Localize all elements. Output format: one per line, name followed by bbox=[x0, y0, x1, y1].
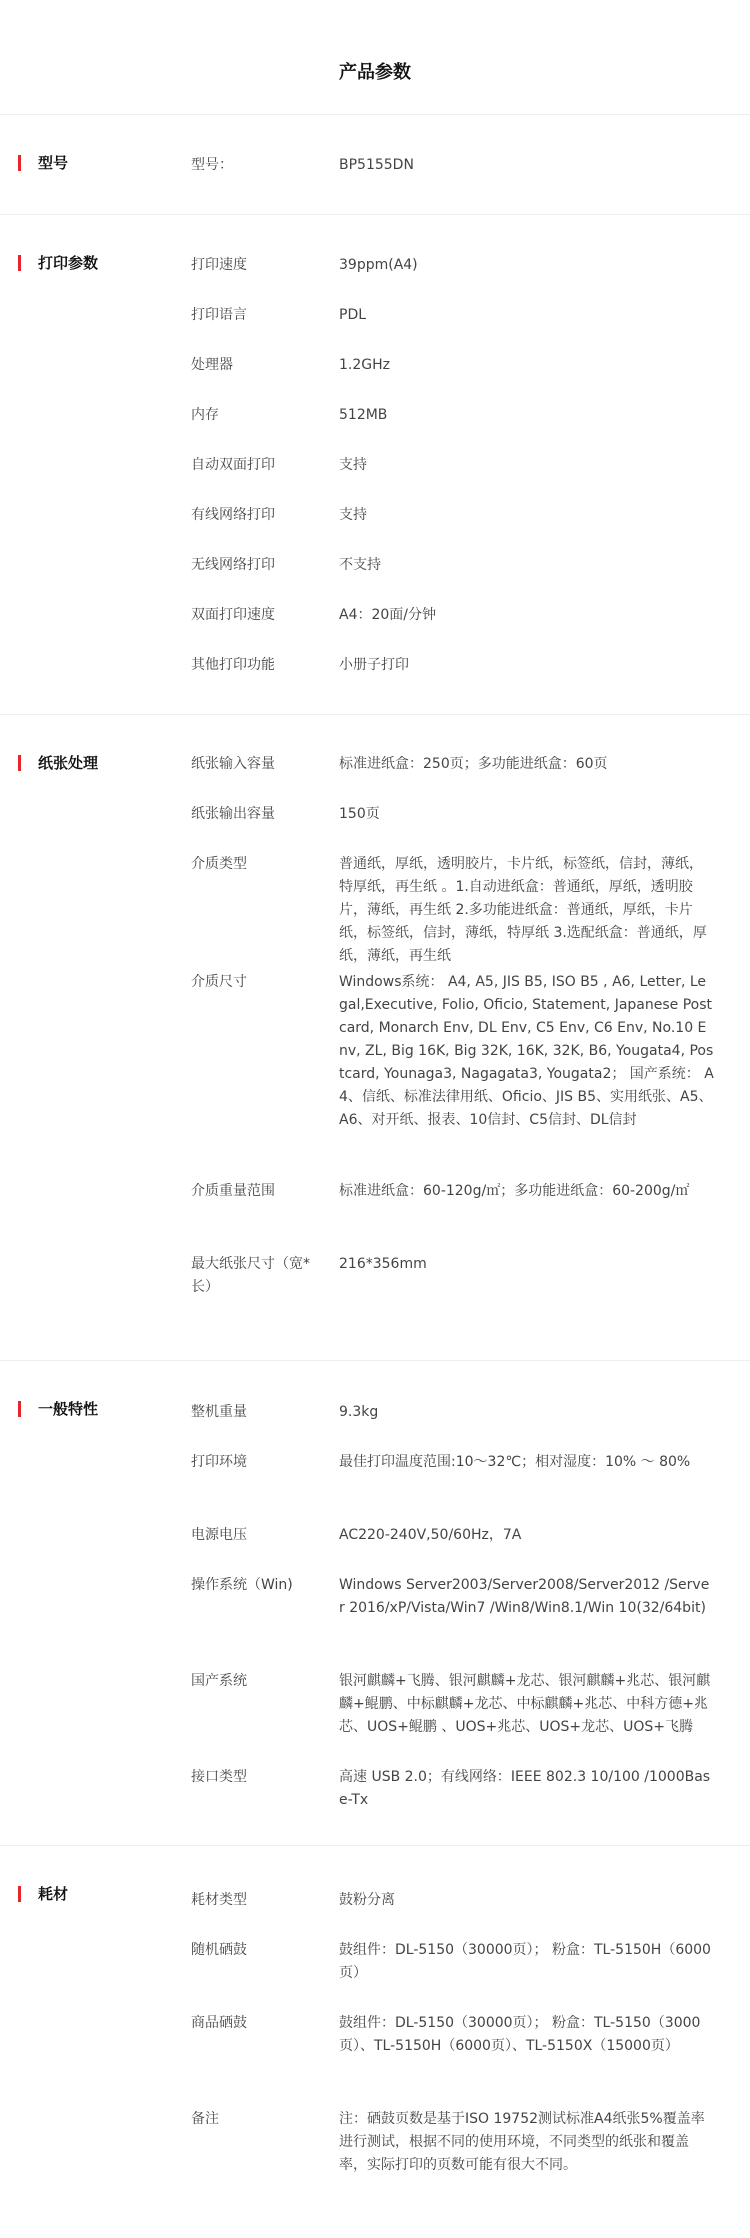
section-paper-handling bbox=[0, 715, 750, 1361]
spec-key: 打印语言 bbox=[191, 307, 247, 323]
spec-key: 介质类型 bbox=[191, 856, 247, 872]
spec-key: 操作系统（Win) bbox=[191, 1577, 293, 1593]
section-title: 一般特性 bbox=[38, 1400, 99, 1418]
section-accent-bar bbox=[18, 1401, 21, 1417]
spec-key: 有线网络打印 bbox=[191, 507, 275, 523]
section-accent-bar bbox=[18, 755, 21, 771]
spec-key: 随机硒鼓 bbox=[191, 1942, 247, 1958]
spec-value: 鼓组件：DL-5150（30000页）； 粉盒：TL-5150（3000页）、TL-5150H（6000页）、TL-5150X（15000页） bbox=[339, 2015, 701, 2054]
spec-key: 内存 bbox=[191, 407, 219, 423]
spec-value: 150页 bbox=[339, 806, 380, 822]
spec-key: 其他打印功能 bbox=[191, 657, 275, 673]
section-accent-bar bbox=[18, 255, 21, 271]
section-header bbox=[18, 753, 168, 773]
spec-value: 1.2GHz bbox=[339, 357, 390, 373]
section-header bbox=[18, 1884, 168, 1904]
spec-key: 打印速度 bbox=[191, 257, 247, 273]
spec-value: 普通纸，厚纸，透明胶片，卡片纸，标签纸，信封，薄纸，特厚纸，再生纸 。1.自动进纸盒：普通纸，厚纸，透明胶片，薄纸，再生纸 2.多功能进纸盒：普通纸，厚纸，卡片纸，标签纸，信封，薄纸，特厚纸 3.选配纸盒：普通纸，厚纸，薄纸，再生纸 bbox=[339, 856, 707, 964]
spec-value: 支持 bbox=[339, 457, 367, 473]
spec-key: 打印环境 bbox=[191, 1454, 247, 1470]
section-model bbox=[0, 115, 750, 215]
section-header bbox=[18, 153, 168, 173]
section-header bbox=[18, 1399, 168, 1419]
spec-key: 纸张输入容量 bbox=[191, 756, 275, 772]
section-accent-bar bbox=[18, 155, 21, 171]
spec-value: 标准进纸盒：250页；多功能进纸盒：60页 bbox=[339, 756, 608, 772]
spec-key: 介质尺寸 bbox=[191, 974, 247, 990]
section-general-features bbox=[0, 1361, 750, 1846]
spec-key: 耗材类型 bbox=[191, 1892, 247, 1908]
spec-key: 国产系统 bbox=[191, 1673, 247, 1689]
spec-value: 注：硒鼓页数是基于ISO 19752测试标准A4纸张5%覆盖率进行测试，根据不同的使用环境，不同类型的纸张和覆盖率，实际打印的页数可能有很大不同。 bbox=[339, 2111, 705, 2173]
spec-value: 鼓组件：DL-5150（30000页）； 粉盒：TL-5150H（6000页） bbox=[339, 1942, 711, 1981]
section-header bbox=[18, 253, 168, 273]
spec-key: 无线网络打印 bbox=[191, 557, 275, 573]
spec-value: 高速 USB 2.0；有线网络：IEEE 802.3 10/100 /1000Base-Tx bbox=[339, 1769, 711, 1808]
spec-value: BP5155DN bbox=[339, 157, 414, 173]
spec-value: 39ppm(A4) bbox=[339, 257, 418, 273]
section-title: 型号 bbox=[38, 154, 69, 172]
spec-key: 接口类型 bbox=[191, 1769, 247, 1785]
spec-value: Windows系统： A4, A5, JIS B5, ISO B5 , A6, Letter, Legal,Executive, Folio, Oficio, Statement, Japanese Postcard, Monarch Env, DL Env, C5 Env, C6 Env, No.10 Env, ZL, Big 16K, Big 32K, 16K, 32K, B6, Yougata4, Postcard, Younaga3, Nagagata3, Yougata2； 国产系统： A4、信纸、标准法律用纸、Oficio、JIS B5、实用纸张、A5、A6、对开纸、报表、10信封、C5信封、DL信封 bbox=[339, 974, 714, 1128]
spec-value: Windows Server2003/Server2008/Server2012 /Server 2016/xP/Vista/Win7 /Win8/Win8.1/Win 10(32/64bit) bbox=[339, 1577, 710, 1616]
spec-value: 标准进纸盒：60-120g/㎡；多功能进纸盒：60-200g/㎡ bbox=[339, 1183, 690, 1199]
section-title: 耗材 bbox=[38, 1885, 69, 1903]
section-print-params bbox=[0, 215, 750, 715]
spec-key: 商品硒鼓 bbox=[191, 2015, 247, 2031]
spec-key: 纸张输出容量 bbox=[191, 806, 275, 822]
page-title: 产品参数 bbox=[0, 0, 750, 115]
spec-value: 216*356mm bbox=[339, 1256, 427, 1272]
spec-value: 支持 bbox=[339, 507, 367, 523]
spec-key: 双面打印速度 bbox=[191, 607, 275, 623]
spec-key: 备注 bbox=[191, 2111, 219, 2127]
spec-value: 银河麒麟+飞腾、银河麒麟+龙芯、银河麒麟+兆芯、银河麒麟+鲲鹏、中标麒麟+龙芯、中标麒麟+兆芯、中科方德+兆芯、UOS+鲲鹏 、UOS+兆芯、UOS+龙芯、UOS+飞腾 bbox=[339, 1673, 711, 1735]
spec-value: A4：20面/分钟 bbox=[339, 607, 437, 623]
spec-value: 小册子打印 bbox=[339, 657, 409, 673]
spec-key: 自动双面打印 bbox=[191, 457, 275, 473]
spec-key: 型号： bbox=[191, 157, 233, 173]
spec-value: AC220-240V,50/60Hz，7A bbox=[339, 1527, 522, 1543]
spec-value: 最佳打印温度范围:10～32℃；相对湿度：10% ～ 80% bbox=[339, 1454, 691, 1470]
spec-key: 介质重量范围 bbox=[191, 1183, 275, 1199]
spec-key: 整机重量 bbox=[191, 1404, 247, 1420]
spec-value: 9.3kg bbox=[339, 1404, 379, 1420]
spec-value: 鼓粉分离 bbox=[339, 1892, 395, 1908]
spec-key: 处理器 bbox=[191, 357, 233, 373]
spec-value: 不支持 bbox=[339, 557, 381, 573]
section-title: 纸张处理 bbox=[38, 754, 99, 772]
spec-key: 电源电压 bbox=[191, 1527, 247, 1543]
spec-value: PDL bbox=[339, 307, 367, 323]
section-accent-bar bbox=[18, 1886, 21, 1902]
spec-key: 最大纸张尺寸（宽*长） bbox=[191, 1256, 310, 1295]
spec-value: 512MB bbox=[339, 407, 388, 423]
section-consumables bbox=[0, 1846, 750, 2238]
section-title: 打印参数 bbox=[38, 254, 99, 272]
